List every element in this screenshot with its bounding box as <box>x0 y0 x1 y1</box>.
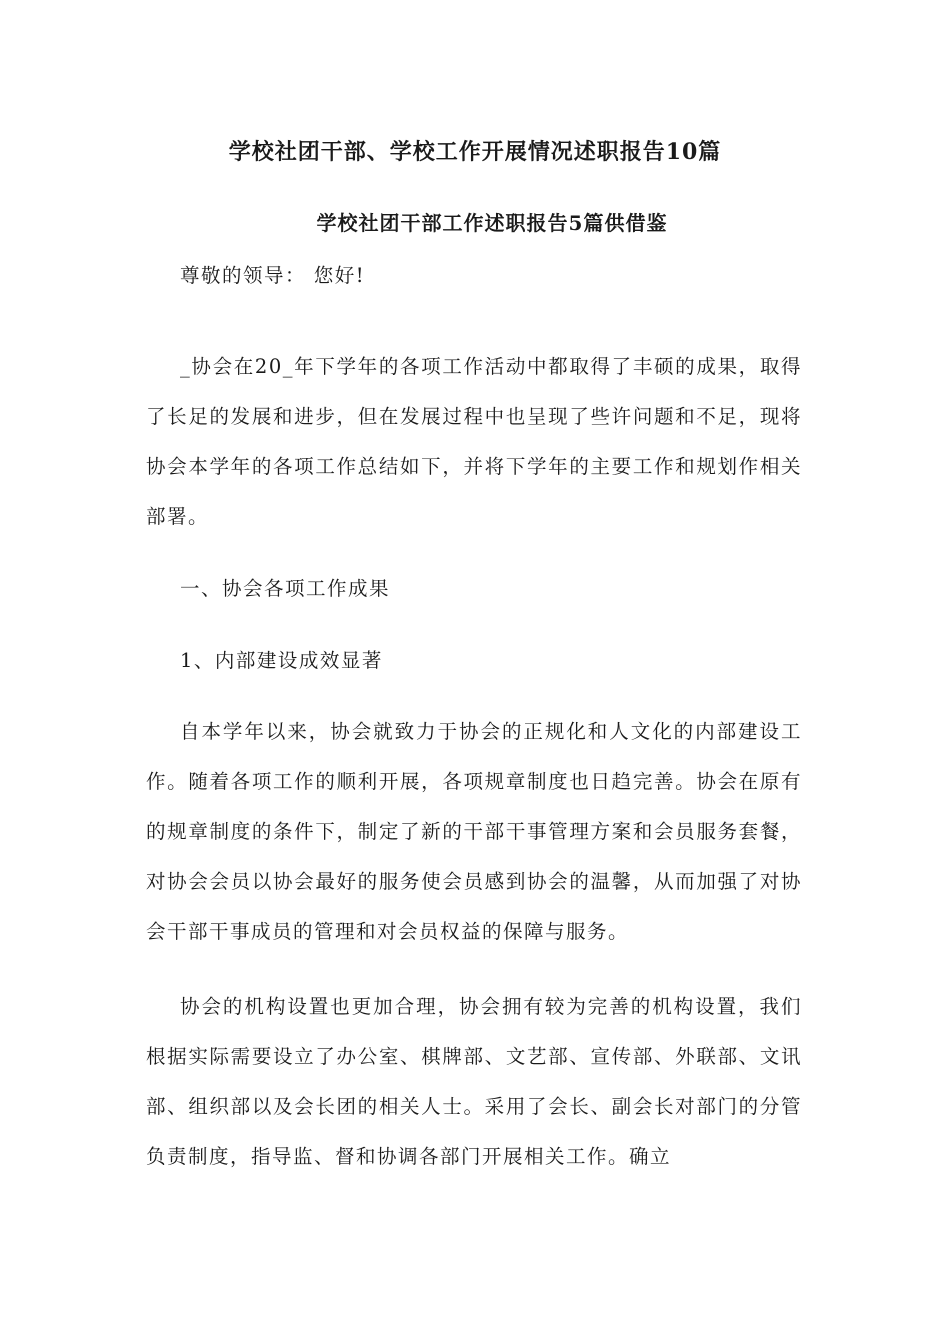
paragraph-internal-construction: 自本学年以来，协会就致力于协会的正规化和人文化的内部建设工作。随着各项工作的顺利开展，各项规章制度也日趋完善。协会在原有的规章制度的条件下，制定了新的干部干事管理方案和会员服务套餐，对协会会员以协会最好的服务使会员感到协会的温馨，从而加强了对协会干部干事成员的管理和对会员权益的保障与服务。 <box>146 720 802 943</box>
document-subtitle: 学校社团干部工作述职报告5篇供借鉴 <box>316 211 668 235</box>
section-heading-1: 一、协会各项工作成果 <box>180 577 391 600</box>
paragraph-organization-structure: 协会的机构设置也更加合理，协会拥有较为完善的机构设置，我们根据实际需要设立了办公室、棋牌部、文艺部、宣传部、外联部、文讯部、组织部以及会长团的相关人士。采用了会长、副会长对部门的分管负责制度，指导监、督和协调各部门开展相关工作。确立 <box>146 995 802 1168</box>
greeting: 尊敬的领导： 您好! <box>180 264 366 287</box>
subsection-heading-1: 1、内部建设成效显著 <box>180 649 383 672</box>
document-title: 学校社团干部、学校工作开展情况述职报告10篇 <box>228 139 722 165</box>
paragraph-intro: _协会在20_年下学年的各项工作活动中都取得了丰硕的成果，取得了长足的发展和进步，但在发展过程中也呈现了些许问题和不足，现将协会本学年的各项工作总结如下，并将下学年的主要工作和规划作相关部署。 <box>146 355 802 528</box>
